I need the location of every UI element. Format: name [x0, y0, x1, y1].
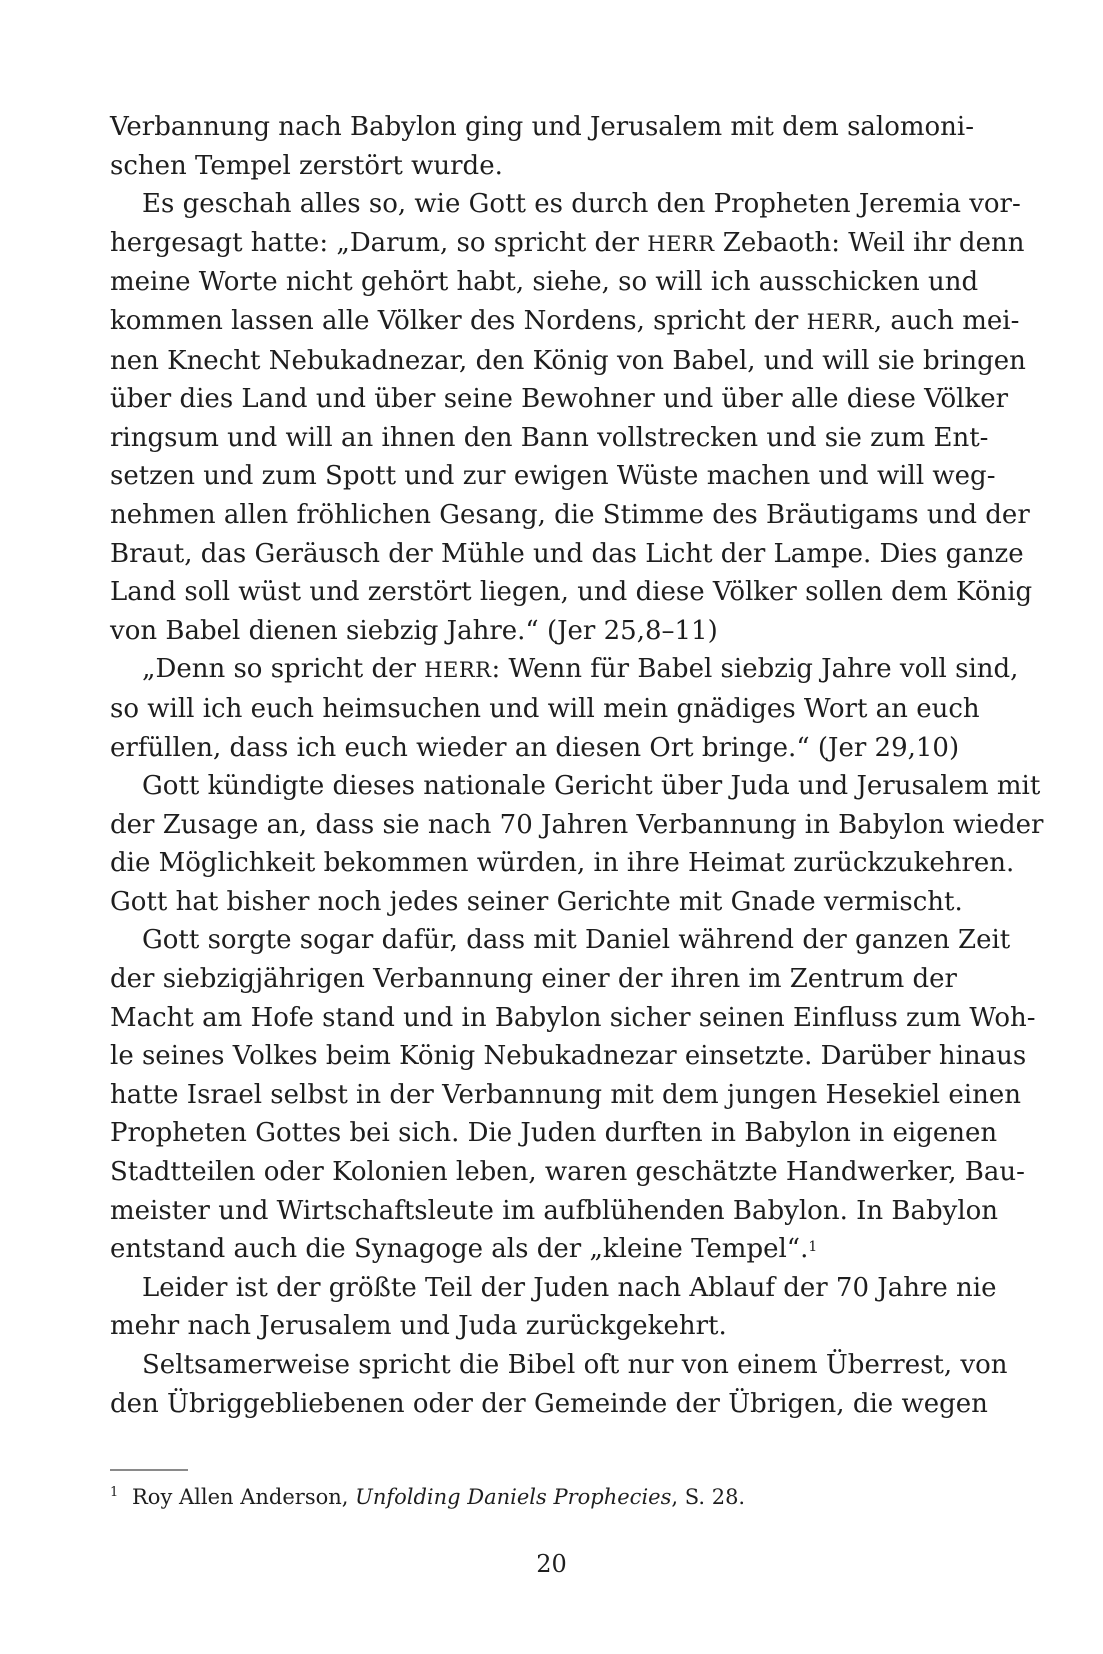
text-line: den Übriggebliebenen oder der Gemeinde der Übrigen, die wegen: [110, 1388, 988, 1419]
text-line: nehmen allen fröhlichen Gesang, die Stimme des Bräutigams und der: [110, 499, 1030, 530]
text-line: Land soll wüst und zerstört liegen, und diese Völker sollen dem König: [110, 577, 1033, 608]
text-line: der Zusage an, dass sie nach 70 Jahren Verbannung in Babylon wieder: [110, 809, 1044, 840]
text-line: Verbannung nach Babylon ging und Jerusalem mit dem salomoni-: [110, 112, 975, 142]
footnote-number: 1: [110, 1485, 119, 1500]
footnote-author: Roy Allen Anderson,: [132, 1485, 356, 1509]
text-line: Gott sorgte sogar dafür, dass mit Daniel während der ganzen Zeit: [142, 925, 1011, 956]
text-fragment: Zebaoth: Weil ihr denn: [714, 227, 1025, 258]
text-line: Leider ist der größte Teil der Juden nach Ablauf der 70 Jahre nie: [142, 1272, 997, 1303]
text-line: le seines Volkes beim König Nebukadnezar einsetzte. Darüber hinaus: [110, 1041, 1027, 1072]
text-line: über dies Land und über seine Bewohner und über alle diese Völker: [110, 384, 1009, 415]
text-line: von Babel dienen siebzig Jahre.“ (Jer 25,8–11): [110, 615, 718, 646]
text-line: [110, 1230, 956, 1269]
page-number: 20: [536, 1550, 567, 1578]
text-line: setzen und zum Spott und zur ewigen Wüste machen und will weg-: [110, 461, 996, 492]
small-caps-word: HERR: [806, 309, 874, 334]
text-line: schen Tempel zerstört wurde.: [110, 150, 503, 181]
text-line: [110, 650, 1019, 690]
text-line: Propheten Gottes bei sich. Die Juden durften in Babylon in eigenen: [110, 1118, 998, 1149]
text-line: der siebzigjährigen Verbannung einer der ihren im Zentrum der: [110, 964, 957, 995]
text-line: [110, 302, 1020, 342]
text-line: meister und Wirtschaftsleute im aufblühenden Babylon. In Babylon: [110, 1195, 999, 1226]
text-fragment: , auch mei-: [873, 305, 1020, 336]
text-line: die Möglichkeit bekommen würden, in ihre Heimat zurückzukehren.: [110, 848, 1015, 879]
text-line: meine Worte nicht gehört habt, siehe, so will ich ausschicken und: [110, 267, 979, 298]
footnote-page: , S. 28.: [671, 1485, 746, 1509]
text-line: Gott kündigte dieses nationale Gericht über Juda und Jerusalem mit: [142, 771, 1041, 802]
text-line: erfüllen, dass ich euch wieder an diesen Ort bringe.“ (Jer 29,10): [110, 732, 960, 763]
text-line: mehr nach Jerusalem und Juda zurückgekehrt.: [110, 1311, 727, 1342]
text-fragment: kommen lassen alle Völker des Nordens, spricht der: [110, 305, 807, 336]
text-fragment: „Denn so spricht der: [142, 654, 425, 685]
text-line: hatte Israel selbst in der Verbannung mit dem jungen Hesekiel einen: [110, 1079, 1021, 1110]
text-line: nen Knecht Nebukadnezar, den König von Babel, und will sie bringen: [110, 345, 1026, 376]
footnote: [110, 1482, 956, 1512]
text-fragment: hergesagt hatte: „Darum, so spricht der: [110, 227, 648, 258]
text-line: Macht am Hofe stand und in Babylon sicher seinen Einfluss zum Woh-: [110, 1002, 1036, 1033]
text-line: Gott hat bisher noch jedes seiner Gerichte mit Gnade vermischt.: [110, 886, 963, 917]
text-line: so will ich euch heimsuchen und will mein gnädiges Wort an euch: [110, 693, 980, 724]
text-line: [110, 224, 1025, 264]
small-caps-word: HERR: [647, 231, 715, 256]
small-caps-word: HERR: [424, 658, 492, 683]
text-fragment: entstand auch die Synagoge als der „kleine Tempel“.: [110, 1234, 809, 1265]
body-text: [110, 108, 1044, 1423]
text-line: ringsum und will an ihnen den Bann vollstrecken und sie zum Ent-: [110, 422, 989, 453]
footnote-book-title: Unfolding Daniels Prophecies: [355, 1485, 672, 1509]
text-line: Es geschah alles so, wie Gott es durch den Propheten Jeremia vor-: [142, 189, 1021, 220]
footnote-divider: [110, 1469, 188, 1471]
footnote-reference[interactable]: 1: [808, 1239, 818, 1256]
text-line: Seltsamerweise spricht die Bibel oft nur von einem Überrest, von: [142, 1350, 1008, 1380]
text-line: Stadtteilen oder Kolonien leben, waren geschätzte Handwerker, Bau-: [110, 1157, 1025, 1188]
text-fragment: : Wenn für Babel siebzig Jahre voll sind,: [491, 654, 1019, 685]
text-line: Braut, das Geräusch der Mühle und das Licht der Lampe. Dies ganze: [110, 538, 1024, 569]
